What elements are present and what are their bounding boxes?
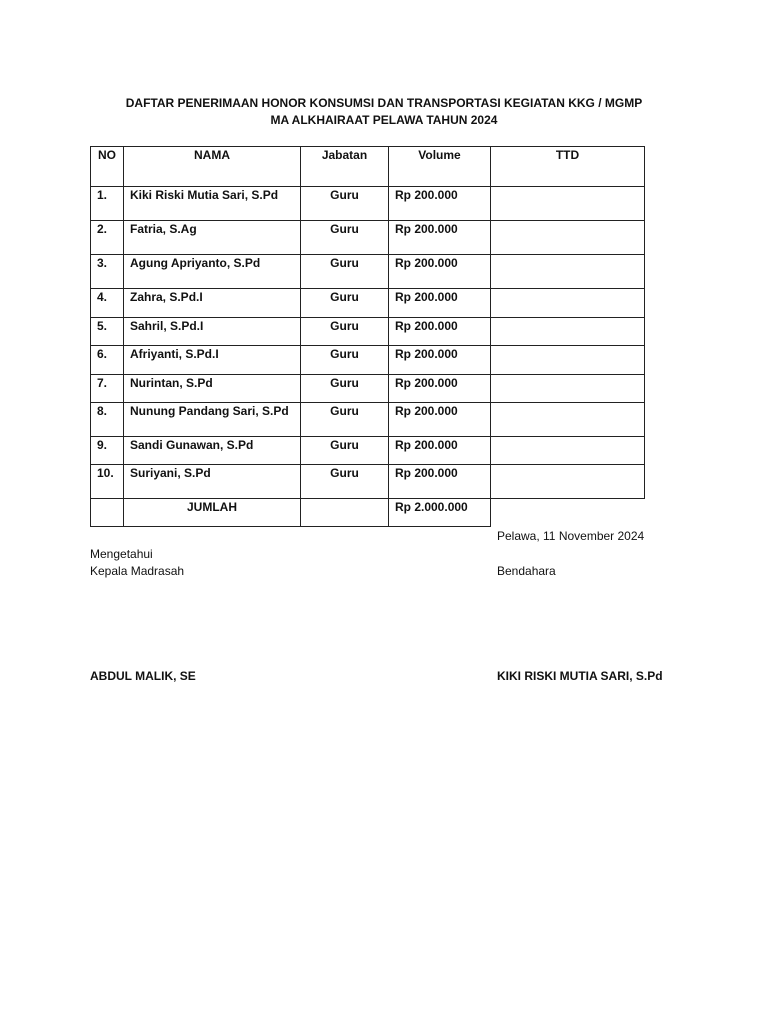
cell-ttd: [491, 375, 645, 403]
cell-nama: Suriyani, S.Pd: [124, 465, 301, 499]
cell-nama: Nurintan, S.Pd: [124, 375, 301, 403]
table-row: [91, 465, 645, 499]
cell-jabatan: Guru: [301, 437, 389, 465]
left-signature-line1: Mengetahui: [90, 547, 153, 561]
cell-ttd: [491, 255, 645, 289]
table-header-row: [91, 147, 645, 187]
cell-jabatan: Guru: [301, 221, 389, 255]
cell-ttd: [491, 437, 645, 465]
table-row: [91, 187, 645, 221]
honor-table: [90, 146, 645, 527]
cell-ttd: [491, 221, 645, 255]
document-title-line2: MA ALKHAIRAAT PELAWA TAHUN 2024: [270, 113, 498, 127]
left-signature-line2: Kepala Madrasah: [90, 564, 185, 578]
cell-volume: Rp 200.000: [389, 403, 491, 437]
cell-ttd: [491, 289, 645, 318]
cell-no: 4.: [91, 289, 124, 318]
table-total-row: [91, 499, 645, 527]
cell-volume: Rp 200.000: [389, 187, 491, 221]
header-volume: Volume: [389, 147, 491, 187]
table-row: [91, 318, 645, 346]
cell-jabatan: Guru: [301, 187, 389, 221]
cell-nama: Kiki Riski Mutia Sari, S.Pd: [124, 187, 301, 221]
table-row: [91, 403, 645, 437]
table-row: [91, 346, 645, 375]
cell-jabatan: Guru: [301, 318, 389, 346]
cell-jabatan: Guru: [301, 255, 389, 289]
table-row: [91, 289, 645, 318]
cell-volume: Rp 200.000: [389, 255, 491, 289]
right-signature-name: KIKI RISKI MUTIA SARI, S.Pd: [497, 669, 663, 683]
cell-no: 7.: [91, 375, 124, 403]
table-row: [91, 375, 645, 403]
cell-volume: Rp 200.000: [389, 375, 491, 403]
total-label: JUMLAH: [124, 499, 301, 527]
header-nama: NAMA: [124, 147, 301, 187]
cell-no: 2.: [91, 221, 124, 255]
cell-no: 10.: [91, 465, 124, 499]
document-title-line1: DAFTAR PENERIMAAN HONOR KONSUMSI DAN TRANSPORTASI KEGIATAN KKG / MGMP: [125, 96, 643, 110]
cell-ttd: [491, 187, 645, 221]
cell-jabatan: Guru: [301, 465, 389, 499]
table-row: [91, 255, 645, 289]
cell-no: 1.: [91, 187, 124, 221]
left-signature-name: ABDUL MALIK, SE: [90, 669, 196, 683]
cell-ttd: [491, 465, 645, 499]
cell-volume: Rp 200.000: [389, 465, 491, 499]
cell-total-jabatan: [301, 499, 389, 527]
cell-no: 3.: [91, 255, 124, 289]
cell-no: 9.: [91, 437, 124, 465]
cell-no: 5.: [91, 318, 124, 346]
cell-ttd: [491, 346, 645, 375]
total-value: Rp 2.000.000: [389, 499, 491, 527]
cell-nama: Sahril, S.Pd.I: [124, 318, 301, 346]
cell-nama: Afriyanti, S.Pd.I: [124, 346, 301, 375]
place-date: Pelawa, 11 November 2024: [497, 529, 645, 543]
cell-volume: Rp 200.000: [389, 437, 491, 465]
header-no: NO: [91, 147, 124, 187]
header-jabatan: Jabatan: [301, 147, 389, 187]
right-signature-role: Bendahara: [497, 564, 556, 578]
cell-jabatan: Guru: [301, 403, 389, 437]
cell-volume: Rp 200.000: [389, 221, 491, 255]
cell-nama: Fatria, S.Ag: [124, 221, 301, 255]
cell-volume: Rp 200.000: [389, 318, 491, 346]
cell-nama: Agung Apriyanto, S.Pd: [124, 255, 301, 289]
cell-ttd: [491, 403, 645, 437]
cell-no: 8.: [91, 403, 124, 437]
cell-volume: Rp 200.000: [389, 346, 491, 375]
table-row: [91, 221, 645, 255]
cell-total-no: [91, 499, 124, 527]
cell-jabatan: Guru: [301, 375, 389, 403]
cell-nama: Sandi Gunawan, S.Pd: [124, 437, 301, 465]
header-ttd: TTD: [491, 147, 645, 187]
cell-no: 6.: [91, 346, 124, 375]
table-row: [91, 437, 645, 465]
cell-nama: Zahra, S.Pd.I: [124, 289, 301, 318]
cell-volume: Rp 200.000: [389, 289, 491, 318]
cell-jabatan: Guru: [301, 289, 389, 318]
cell-ttd: [491, 318, 645, 346]
cell-nama: Nunung Pandang Sari, S.Pd: [124, 403, 301, 437]
cell-jabatan: Guru: [301, 346, 389, 375]
